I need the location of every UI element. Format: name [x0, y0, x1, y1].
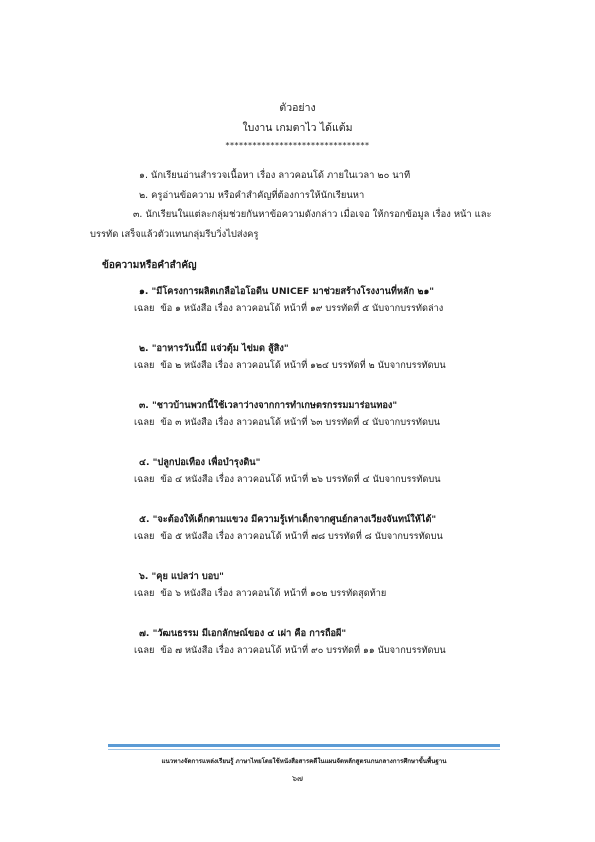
answer-ref-text: ข้อ ๔ หนังสือ เรื่อง ลาวคอนโด้ หน้าที่ ๒๖ บรรทัดที่ ๔ นับจากบรรทัดบน	[160, 474, 441, 485]
answer-ref-text: ข้อ ๗ หนังสือ เรื่อง ลาวคอนโด้ หน้าที่ ๙๐ บรรทัดที่ ๑๑ นับจากบรรทัดบน	[160, 645, 446, 656]
answer-ref-text: ข้อ ๓ หนังสือ เรื่อง ลาวคอนโด้ หน้าที่ ๖๓ บรรทัดที่ ๔ นับจากบรรทัดบน	[160, 417, 441, 428]
page-subtitle: ใบงาน เกมตาไว ได้แต้ม	[242, 122, 353, 134]
answer-item	[134, 512, 514, 569]
instruction-item-2: ๒. ครูอ่านข้อความ หรือคำสำคัญที่ต้องการให้นักเรียนหา	[139, 189, 365, 201]
answer-label: เฉลย	[134, 531, 155, 542]
answer-quote: ๑. "มีโครงการผลิตเกลือไอโอดีน UNICEF มาช่วยสร้างโรงงานที่หลัก ๒๑"	[139, 286, 435, 297]
answer-label: เฉลย	[134, 417, 155, 428]
answer-ref-text: ข้อ ๖ หนังสือ เรื่อง ลาวคอนโด้ หน้าที่ ๑๐๒ บรรทัดสุดท้าย	[160, 588, 387, 599]
answer-reference	[134, 585, 514, 602]
star-divider: ********************************	[225, 141, 370, 150]
answer-quote: ๗. "วัฒนธรรม มีเอกลักษณ์ของ ๔ เผ่า คือ การถือผี"	[139, 628, 347, 639]
answer-reference	[134, 528, 514, 545]
answer-ref-text: ข้อ ๒ หนังสือ เรื่อง ลาวคอนโด้ หน้าที่ ๑๒๔ บรรทัดที่ ๒ นับจากบรรทัดบน	[160, 360, 446, 371]
answer-item	[134, 626, 514, 683]
answers-list	[134, 284, 514, 683]
answer-reference	[134, 300, 514, 317]
page-header	[0, 98, 595, 154]
answer-label: เฉลย	[134, 360, 155, 371]
answer-reference	[134, 414, 514, 431]
answer-ref-text: ข้อ ๑ หนังสือ เรื่อง ลาวคอนโด้ หน้าที่ ๑๙ บรรทัดที่ ๕ นับจากบรรทัดล่าง	[160, 303, 444, 314]
answer-quote: ๓. "ชาวบ้านพวกนี้ใช้เวลาว่างจากการทำเกษตรกรรมมาร่อนทอง"	[139, 400, 398, 411]
answer-reference	[134, 471, 514, 488]
answer-label: เฉลย	[134, 588, 155, 599]
answer-item	[134, 398, 514, 455]
answer-item	[134, 569, 514, 626]
answer-label: เฉลย	[134, 303, 155, 314]
answer-item	[134, 455, 514, 512]
answer-item	[134, 341, 514, 398]
section-heading: ข้อความหรือคำสำคัญ	[102, 260, 197, 271]
answer-quote: ๕. "จะต้องให้เด็กตามแขวง มีความรู้เท่าเด็กจากศูนย์กลางเวียงจันทน์ให้ได้"	[139, 514, 437, 525]
page-title: ตัวอย่าง	[279, 102, 316, 114]
answer-reference	[134, 642, 514, 659]
answer-quote: ๖. "คุย แปลว่า บอบ"	[139, 571, 224, 582]
answer-ref-text: ข้อ ๕ หนังสือ เรื่อง ลาวคอนโด้ หน้าที่ ๗๘ บรรทัดที่ ๘ นับจากบรรทัดบน	[160, 531, 443, 542]
answer-quote: ๒. "อาหารวันนี้มี แจ่วตุ้ม ไข่มด สู้สิง"	[139, 343, 289, 354]
instructions-list	[90, 166, 516, 244]
footer-text: แนวทางจัดการแหล่งเรียนรู้ ภาษาไทยโดยใช้หนังสือสารคดีในแผนจัดหลักสูตรแกนกลางการศึกษาขั้นพื้นฐาน	[161, 758, 447, 765]
answer-quote: ๔. "ปลูกปอเทือง เพื่อบำรุงดิน"	[139, 457, 261, 468]
answer-label: เฉลย	[134, 645, 155, 656]
answer-reference	[134, 357, 514, 374]
instruction-item-1: ๑. นักเรียนอ่านสำรวจเนื้อหา เรื่อง ลาวคอนโด้ ภายในเวลา ๒๐ นาที	[139, 170, 411, 181]
page-number: ๖๗	[291, 774, 304, 783]
instruction-item-3: ๓. นักเรียนในแต่ละกลุ่มช่วยกันหาข้อความดังกล่าว เมื่อเจอ ให้กรอกข้อมูล เรื่อง หน้า และบรรทัด เสร็จแล้วตัวแทนกลุ่มรีบวิ่งไปส่งครู	[90, 209, 492, 240]
answer-label: เฉลย	[134, 474, 155, 485]
footer-rule-thin	[108, 749, 500, 750]
footer-rule	[108, 744, 500, 747]
answer-item	[134, 284, 514, 341]
